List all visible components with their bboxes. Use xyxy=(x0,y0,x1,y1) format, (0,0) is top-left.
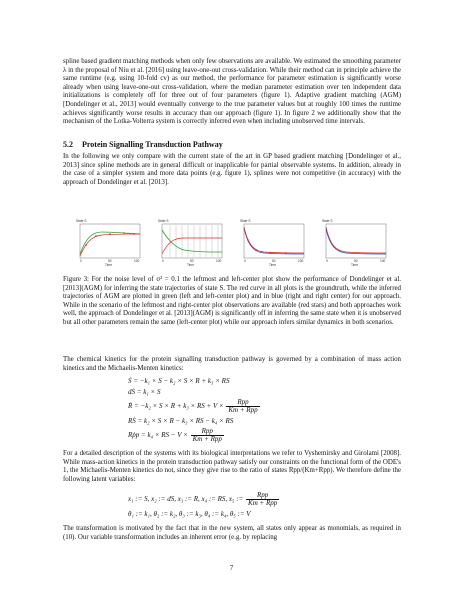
equation-r: Ṙ = −k₂ × S × R + k₃ × RS + V × $\frac{\text{Rpp}}{\text{Km + Rpp}}$ xyxy=(128,398,258,414)
paragraph-kinetics: The chemical kinetics for the protein signalling transduction pathway is governed by a combination of mass action kinetics and the Michaelis-Menten kinetics: xyxy=(63,356,401,372)
svg-text:0: 0 xyxy=(326,259,328,263)
panel-2-title: State S xyxy=(158,219,169,223)
svg-text:50: 50 xyxy=(108,259,112,263)
paragraph-comparison: In the following we only compare with the current state of the art in GP based gradient matching [Dondelinger et al., 2013] since spline methods are in general difficult or inapplicable for partial observable systems. In addition, already in the case of a simpler system and more data points (e.g. figure 1), splines were not competitive (in accuracy) with the approach of Dondelinger et al. [2013]. xyxy=(63,153,401,186)
equation-ds: dṠ = k₁ × S xyxy=(128,388,161,396)
svg-text:Time: Time xyxy=(187,263,194,266)
plot-4-svg xyxy=(318,218,390,266)
svg-text:Time: Time xyxy=(105,263,112,266)
plot-panel-3 xyxy=(236,218,308,266)
section-heading xyxy=(63,140,401,149)
svg-text:100: 100 xyxy=(134,259,140,263)
svg-text:50: 50 xyxy=(190,259,194,263)
truth-curve-3 xyxy=(244,227,304,253)
ours-curve-4 xyxy=(326,229,386,254)
svg-text:50: 50 xyxy=(272,259,276,263)
paragraph-latent: For a detailed description of the systems with its biological interpretations we refer to Vyshemirsky and Girolami [2008]. While mass-action kinetics in the protein transduction pathway satisfy our constraints on the functional form of the ODE's 1, the Michaelis-Menten kinetics do not, since they give rise to the ratio of states Rpp/(Km+Rpp). We therefore define the following latent variables: xyxy=(63,450,401,483)
latent-theta-defs: θ₁ := k₁, θ₂ := k₂, θ₃ := k₃, θ₄ := k₄, θ₅ := V xyxy=(128,510,251,518)
paragraph-transformation: The transformation is motivated by the fact that in the new system, all states only appear as monomials, as required in (10). Our variable transformation includes an inherent error (e.g. by replacing xyxy=(63,525,401,541)
plot-panel-4 xyxy=(318,218,390,266)
plot-1-svg xyxy=(72,218,144,266)
svg-text:0: 0 xyxy=(80,259,82,263)
section-number: 5.2 xyxy=(63,140,73,149)
panel-4-title: State S xyxy=(322,219,333,223)
svg-text:0: 0 xyxy=(244,259,246,263)
equation-rs: RṠ = k₂ × S × R − k₃ × RS − k₄ × RS xyxy=(128,417,234,425)
equation-rpp: Rṗp = k₄ × RS − V × $\frac{\text{Rpp}}{\text{Km + Rpp}}$ xyxy=(128,427,222,443)
svg-text:50: 50 xyxy=(354,259,358,263)
truth-curve-4 xyxy=(326,227,386,253)
svg-text:Time: Time xyxy=(269,263,276,266)
svg-text:100: 100 xyxy=(298,259,304,263)
ours-curve-3 xyxy=(244,228,304,254)
plot-panel-1 xyxy=(72,218,144,266)
paragraph-intro: spline based gradient matching methods when only few observations are available. We estimated the smoothing parameter λ in the proposal of Niu et al. [2016] using leave-one-out cross-validation. While their method can in principle achieve the same runtime (e.g. using 10-fold cv) as our method, the performance for parameter estimation is significantly worse already when using leave-one-out cross-validation, where the median parameter estimation over ten independent data initializations is completely off for three out of four parameters (figure 1). Adaptive gradient matching (AGM) [Dondelinger et al., 2013] would eventually converge to the true parameter values but at roughly 100 times the runtime achieves significantly worse results in accuracy than our approach (figure 1). In figure 2 we additionally show that the mechanism of the Lotka-Volterra system is correctly inferred even when including unobserved time intervals. xyxy=(63,58,401,126)
svg-text:0: 0 xyxy=(162,259,164,263)
figure-caption: Figure 3: For the noise level of σ² = 0.1 the leftmost and left-center plot show the performance of Dondelinger et al. [2013](AGM) for inferring the state trajectories of state S. The red curve in all plots is the groundtruth, while the inferred trajectories of AGM are plotted in green (left and left-center plot) and in blue (right and right center) for our approach. While in the scenario of the leftmost and right-center plot observations are available (red stars) and both approaches work well, the approach of Dondelinger et al. [2013](AGM) is significantly off in inferring the same state when it is unobserved but all other parameters remain the same (left-center plot) while our approach infers similar dynamics in both scenarios. xyxy=(63,276,401,326)
panel-3-title: State S xyxy=(240,219,251,223)
page-number: 7 xyxy=(229,564,234,572)
plot-panel-2 xyxy=(154,218,226,266)
svg-text:100: 100 xyxy=(216,259,222,263)
svg-text:100: 100 xyxy=(380,259,386,263)
agm-curve-2 xyxy=(162,230,222,252)
observations-3 xyxy=(247,239,287,254)
panel-1-title: State S xyxy=(76,219,87,223)
agm-curve-1 xyxy=(80,232,140,254)
latent-x-defs: x₁ := S, x₂ := dS, x₃ := R, x₄ := RS, x₅ := $\frac{\text{Rpp}}{\text{Km + Rpp}}$ xyxy=(128,491,278,507)
svg-text:Time: Time xyxy=(351,263,358,266)
section-title: Protein Signalling Transduction Pathway xyxy=(82,140,223,149)
plot-3-svg xyxy=(236,218,308,266)
plot-2-frame xyxy=(162,224,222,258)
figure-3 xyxy=(72,218,392,266)
equation-s: Ṡ = −k₁ × S − k₂ × S × R + k₃ × RS xyxy=(128,377,230,385)
plot-2-svg xyxy=(154,218,226,266)
